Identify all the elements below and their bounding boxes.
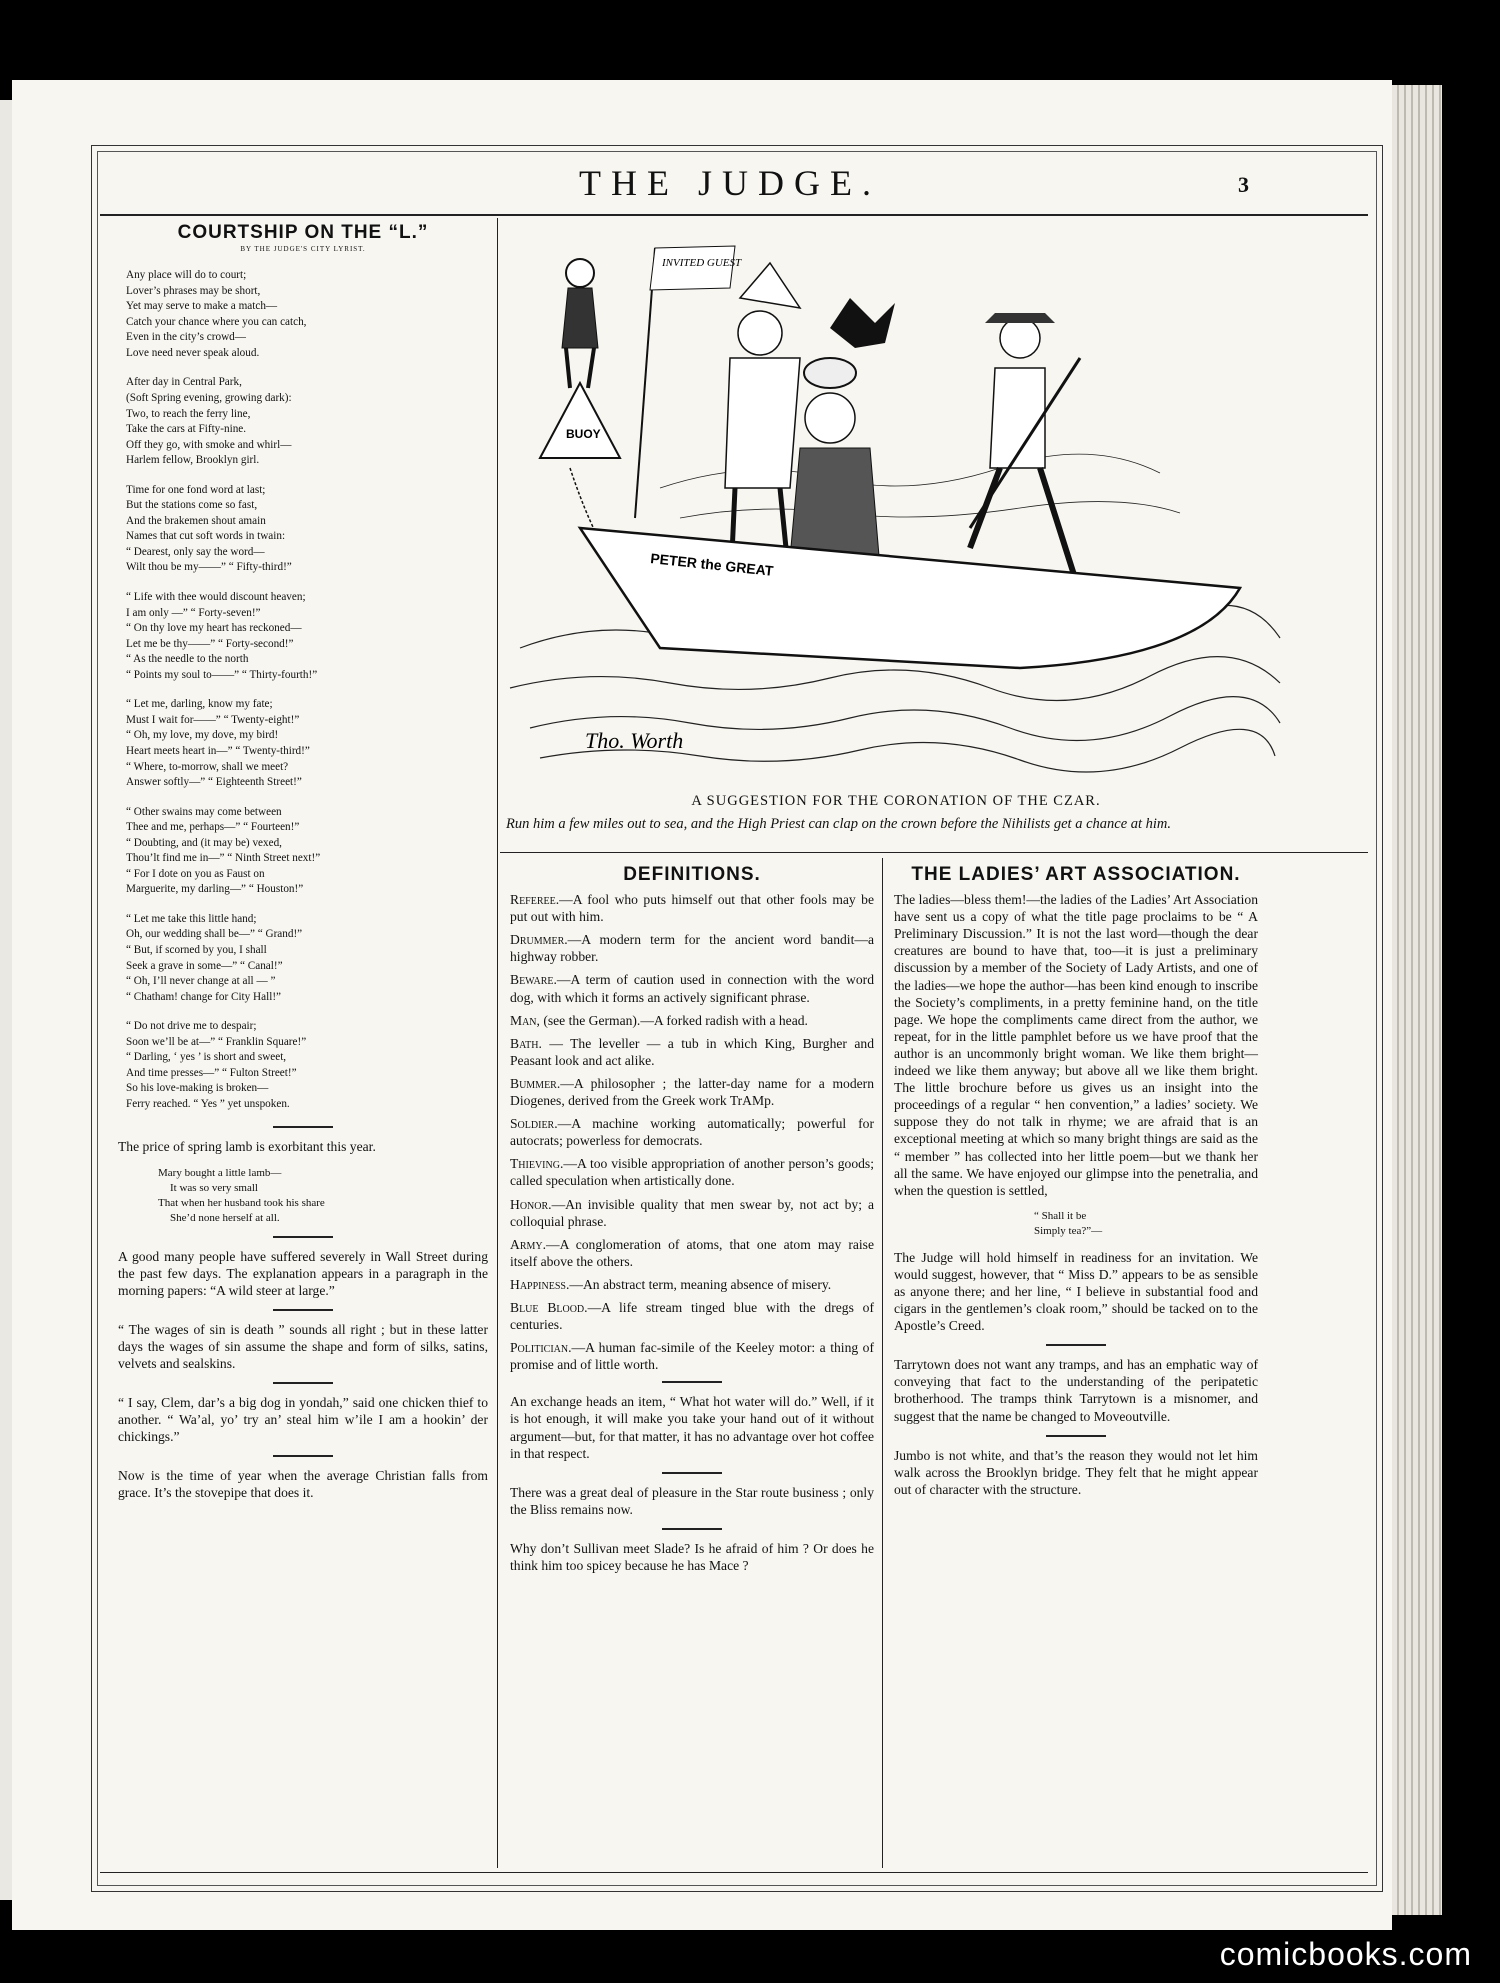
section-rule xyxy=(273,1309,333,1311)
definition-text: —A machine working automatically; powerful for autocrats; powerless for democrats. xyxy=(510,1116,874,1149)
verse-line: Simply tea?”— xyxy=(1034,1224,1103,1237)
poem-line: Heart meets heart in—” “ Twenty-third!” xyxy=(126,744,310,757)
definition-text: —An abstract term, meaning absence of misery. xyxy=(569,1276,832,1292)
definition-term: Man, xyxy=(510,1012,540,1028)
definition-text: —A conglomeration of atoms, that one atom may raise itself above the others. xyxy=(510,1236,874,1269)
definitions-heading: DEFINITIONS. xyxy=(623,864,761,885)
poem-line: Time for one fond word at last; xyxy=(126,483,266,496)
definition-text: —A life stream tinged blue with the dregs of centuries. xyxy=(510,1299,874,1333)
poem-line: Names that cut soft words in twain: xyxy=(126,530,286,543)
star-route-paragraph: There was a great deal of pleasure in the Star route business ; only the Bliss remains now. xyxy=(510,1484,874,1517)
section-rule xyxy=(273,1382,333,1384)
boat-label: PETER the GREAT xyxy=(649,550,775,579)
definition-item xyxy=(510,1155,874,1189)
poem-line: “ Do not drive me to despair; xyxy=(126,1020,257,1033)
masthead-title: THE JUDGE. xyxy=(579,163,881,203)
cartoon-bottom-rule xyxy=(500,852,1368,853)
poem-stanza xyxy=(126,590,488,683)
wages-paragraph: “ The wages of sin is death ” sounds all right ; but in these latter days the wages of sin assume the shape and form of silks, satins, velvets and sealskins. xyxy=(118,1321,488,1371)
poem-stanza xyxy=(126,483,488,576)
left-column xyxy=(118,224,488,1512)
poem-line: Harlem fellow, Brooklyn girl. xyxy=(126,454,260,467)
definitions-list xyxy=(510,891,874,1373)
middle-column xyxy=(510,866,874,1584)
poem-line: Even in the city’s crowd— xyxy=(126,331,246,344)
poem-line: Wilt thou be my——” “ Fifty-third!” xyxy=(126,561,292,574)
poem-line: Marguerite, my darling—” “ Houston!” xyxy=(126,883,304,896)
poem-line: “ Let me, darling, know my fate; xyxy=(126,698,273,711)
poem-line: Oh, our wedding shall be—” “ Grand!” xyxy=(126,928,303,941)
definition-term: Referee. xyxy=(510,892,560,908)
lamb-paragraph: The price of spring lamb is exorbitant this year. xyxy=(118,1139,376,1155)
definition-item xyxy=(510,891,874,925)
artist-signature: Tho. Worth xyxy=(585,728,684,753)
verse-line: She’d none herself at all. xyxy=(170,1211,280,1224)
poem-stanza xyxy=(126,268,488,361)
definition-term: Drummer. xyxy=(510,932,568,948)
definition-term: Soldier. xyxy=(510,1116,558,1132)
poem-line: “ But, if scorned by you, I shall xyxy=(126,943,267,956)
sullivan-paragraph: Why don’t Sullivan meet Slade? Is he afraid of him ? Or does he think him too spicey because he has Mace ? xyxy=(510,1540,874,1573)
definition-text: — The leveller — a tub in which King, Burgher and Peasant look and act alike. xyxy=(510,1035,874,1068)
courtship-heading: COURTSHIP ON THE “L.” xyxy=(177,222,429,243)
section-rule xyxy=(1046,1435,1106,1437)
definition-term: Bummer. xyxy=(510,1075,561,1091)
poem-line: But the stations come so fast, xyxy=(126,499,258,512)
poem-line: Lover’s phrases may be short, xyxy=(126,284,261,297)
wall-street-paragraph: A good many people have suffered severely in Wall Street during the past few days. The explanation appears in a paragraph in the morning papers: “A wild steer at large.” xyxy=(118,1248,488,1298)
ladies-verse xyxy=(1034,1209,1258,1239)
definition-text: —A fool who puts himself out that other fools may be put out with him. xyxy=(510,892,874,925)
definition-text: —A philosopher ; the latter-day name for a modern Diogenes, derived from the Greek work TrAMp. xyxy=(510,1075,874,1109)
definition-item xyxy=(510,1115,874,1149)
poem-stanza xyxy=(126,697,488,790)
section-rule xyxy=(273,1455,333,1457)
coronation-cartoon xyxy=(500,228,1285,788)
poem-line: Take the cars at Fifty-nine. xyxy=(126,423,247,436)
poem-line: “ Doubting, and (it may be) vexed, xyxy=(126,836,282,849)
definition-text: (see the German).—A forked radish with a head. xyxy=(539,1012,808,1028)
section-rule xyxy=(273,1126,333,1128)
definition-item xyxy=(510,1236,874,1270)
judge-paragraph: The Judge will hold himself in readiness for an invitation. We would suggest, however, that “ Miss D.” appears to be as sensible as anyone there; and her line, “ I believe in substantial food and cigars in the gentlemen’s cloak room,” should be tacked on to the Apostle’s Creed. xyxy=(894,1249,1258,1334)
definition-term: Politician. xyxy=(510,1340,572,1356)
definition-term: Honor. xyxy=(510,1196,552,1212)
poem-line: After day in Central Park, xyxy=(126,376,242,389)
definition-item xyxy=(510,1035,874,1069)
poem-line: “ Chatham! change for City Hall!” xyxy=(126,990,282,1003)
poem-line: “ Other swains may come between xyxy=(126,805,282,818)
facing-page-edge xyxy=(0,100,12,1900)
poem-line: Answer softly—” “ Eighteenth Street!” xyxy=(126,776,302,789)
column-divider-right xyxy=(882,858,883,1868)
definition-item xyxy=(510,1339,874,1373)
verse-line: That when her husband took his share xyxy=(158,1196,325,1209)
section-rule xyxy=(662,1472,722,1474)
poem-line: Yet may serve to make a match— xyxy=(126,300,278,313)
poem-line: Must I wait for——” “ Twenty-eight!” xyxy=(126,713,300,726)
book-spine xyxy=(1392,85,1442,1915)
poem-line: “ Darling, ‘ yes ’ is short and sweet, xyxy=(126,1051,287,1064)
poem-line: Catch your chance where you can catch, xyxy=(126,315,307,328)
definition-item xyxy=(510,971,874,1005)
site-watermark: comicbooks.com xyxy=(1219,1936,1472,1972)
courtship-poem xyxy=(118,268,488,1112)
definition-term: Happiness. xyxy=(510,1276,570,1292)
masthead-rule xyxy=(100,214,1368,216)
poem-line: And time presses—” “ Fulton Street!” xyxy=(126,1066,297,1079)
definition-item xyxy=(510,931,874,965)
poem-line: “ Where, to-morrow, shall we meet? xyxy=(126,760,289,773)
courtship-byline: BY THE JUDGE'S CITY LYRIST. xyxy=(240,245,366,254)
definition-item xyxy=(510,1075,874,1109)
definition-text: —A modern term for the ancient word bandit—a highway robber. xyxy=(510,932,874,965)
jumbo-paragraph: Jumbo is not white, and that’s the reason they would not let him walk across the Brooklyn bridge. They felt that he might appear out of character with the structure. xyxy=(894,1447,1258,1497)
definition-item xyxy=(510,1196,874,1230)
big-dog-paragraph: “ I say, Clem, dar’s a big dog in yondah,” said one chicken thief to another. “ Wa’al, yo’ try an’ steal him w’ile I am a hookin’ der chickings.” xyxy=(118,1395,488,1445)
poem-line: “ On thy love my heart has reckoned— xyxy=(126,622,302,635)
poem-line: “ Points my soul to——” “ Thirty-fourth!” xyxy=(126,668,318,681)
definition-item xyxy=(510,1012,874,1029)
section-rule xyxy=(662,1528,722,1530)
ladies-heading: THE LADIES’ ART ASSOCIATION. xyxy=(911,864,1241,885)
poem-line: Love need never speak aloud. xyxy=(126,346,260,359)
poem-stanza xyxy=(126,1019,488,1112)
poem-stanza xyxy=(126,805,488,898)
definition-text: —A human fac-simile of the Keeley motor: a thing of promise and of little worth. xyxy=(510,1340,874,1373)
definition-term: Beware. xyxy=(510,972,557,988)
verse-line: “ Shall it be xyxy=(1034,1209,1087,1222)
poem-line: “ Let me take this little hand; xyxy=(126,912,257,925)
poem-line: “ Life with thee would discount heaven; xyxy=(126,591,306,604)
buoy-label: BUOY xyxy=(566,427,601,441)
poem-line: Two, to reach the ferry line, xyxy=(126,407,251,420)
poem-line: Thou’lt find me in—” “ Ninth Street next!” xyxy=(126,852,321,865)
lamb-verse xyxy=(158,1166,488,1226)
definition-text: —A too visible appropriation of another person’s goods; called speculation when artistically done. xyxy=(510,1156,874,1189)
poem-line: “ Dearest, only say the word— xyxy=(126,545,265,558)
buoy-shape xyxy=(540,383,620,458)
poem-line: Ferry reached. “ Yes ” yet unspoken. xyxy=(126,1097,290,1110)
definition-text: —An invisible quality that men swear by, not act by; a colloquial phrase. xyxy=(510,1196,874,1229)
cartoon-caption: Run him a few miles out to sea, and the High Priest can clap on the crown before the Nihilists get a chance at him. xyxy=(506,816,1172,832)
poem-line: Let me be thy——” “ Forty-second!” xyxy=(126,637,294,650)
poem-line: “ For I dote on you as Faust on xyxy=(126,867,265,880)
definition-term: Bath. xyxy=(510,1035,542,1051)
ladies-paragraph: The ladies—bless them!—the ladies of the Ladies’ Art Association have sent us a copy of what the title page proclaims to be “ A Preliminary Discussion.” It is not the last word—though the dear creatures are bound to have that, too—it is just a preliminary discussion by a member of the Society of Lady Artists, and one of the ladies—we hope the author—has been kind enough to inscribe the Society’s compliments, in a pretty feminine hand, on the title page. We hope the compliments came direct from the author, we repeat, for in the little pamphlet before us we have proof that the author is an uncommonly bright woman. We like them bright—indeed we like them anyway; but above all we like them bright. The little brochure before us gives us an insight into the proceedings of a regular “ hen convention,” a ladies’ society. We suppose they do not talk in rhyme; we are afraid that is an exceptional meeting at which so many bright things are said as the “ member ” has collected into her little poem—but we thank her all the same. We have enjoyed our glimpse into the penetralia, and when the question is settled, xyxy=(894,892,1258,1198)
verse-line: Mary bought a little lamb— xyxy=(158,1166,282,1179)
column-divider-left xyxy=(497,218,498,1868)
poem-stanza xyxy=(126,375,488,468)
section-rule xyxy=(1046,1344,1106,1346)
poem-line: “ As the needle to the north xyxy=(126,653,249,666)
poem-line: I am only —” “ Forty-seven!” xyxy=(126,606,261,619)
poem-stanza xyxy=(126,912,488,1005)
poem-line: (Soft Spring evening, growing dark): xyxy=(126,392,292,405)
definition-item xyxy=(510,1299,874,1333)
stovepipe-paragraph: Now is the time of year when the average Christian falls from grace. It’s the stovepipe that does it. xyxy=(118,1468,488,1501)
section-rule xyxy=(662,1381,722,1383)
section-rule xyxy=(273,1236,333,1238)
poem-line: Any place will do to court; xyxy=(126,269,247,282)
tarrytown-paragraph: Tarrytown does not want any tramps, and has an emphatic way of conveying that fact to the understanding of the peripatetic brotherhood. The tramps think Tarrytown is a misnomer, and suggest that the name be changed to Moveoutville. xyxy=(894,1357,1258,1424)
flag-label: INVITED GUEST xyxy=(662,257,742,269)
definition-text: —A term of caution used in connection with the word dog, with which it forms an actively significant phrase. xyxy=(510,972,874,1005)
cartoon-title: A SUGGESTION FOR THE CORONATION OF THE CZAR. xyxy=(691,793,1101,809)
poem-line: Seek a grave in some—” “ Canal!” xyxy=(126,959,283,972)
poem-line: “ Oh, my love, my dove, my bird! xyxy=(126,729,279,742)
definition-term: Thieving. xyxy=(510,1156,564,1172)
definition-term: Army. xyxy=(510,1236,546,1252)
poem-line: Soon we’ll be at—” “ Franklin Square!” xyxy=(126,1035,307,1048)
exchange-paragraph: An exchange heads an item, “ What hot water will do.” Well, if it is hot enough, it will make you take your hand out of it without argument—but, for that matter, it has no advantage over hot coffee in that respect. xyxy=(510,1394,874,1461)
poem-line: Off they go, with smoke and whirl— xyxy=(126,438,292,451)
page-bottom-rule xyxy=(100,1872,1368,1873)
definition-term: Blue Blood. xyxy=(510,1299,588,1315)
page-number: 3 xyxy=(1238,172,1249,197)
verse-line: It was so very small xyxy=(170,1181,258,1194)
poem-line: “ Oh, I’ll never change at all — ” xyxy=(126,975,276,988)
poem-line: So his love-making is broken— xyxy=(126,1082,269,1095)
definition-item xyxy=(510,1276,874,1293)
boat-shape xyxy=(580,528,1240,668)
right-column xyxy=(894,866,1258,1508)
poem-line: And the brakemen shout amain xyxy=(126,514,266,527)
poem-line: Thee and me, perhaps—” “ Fourteen!” xyxy=(126,821,300,834)
